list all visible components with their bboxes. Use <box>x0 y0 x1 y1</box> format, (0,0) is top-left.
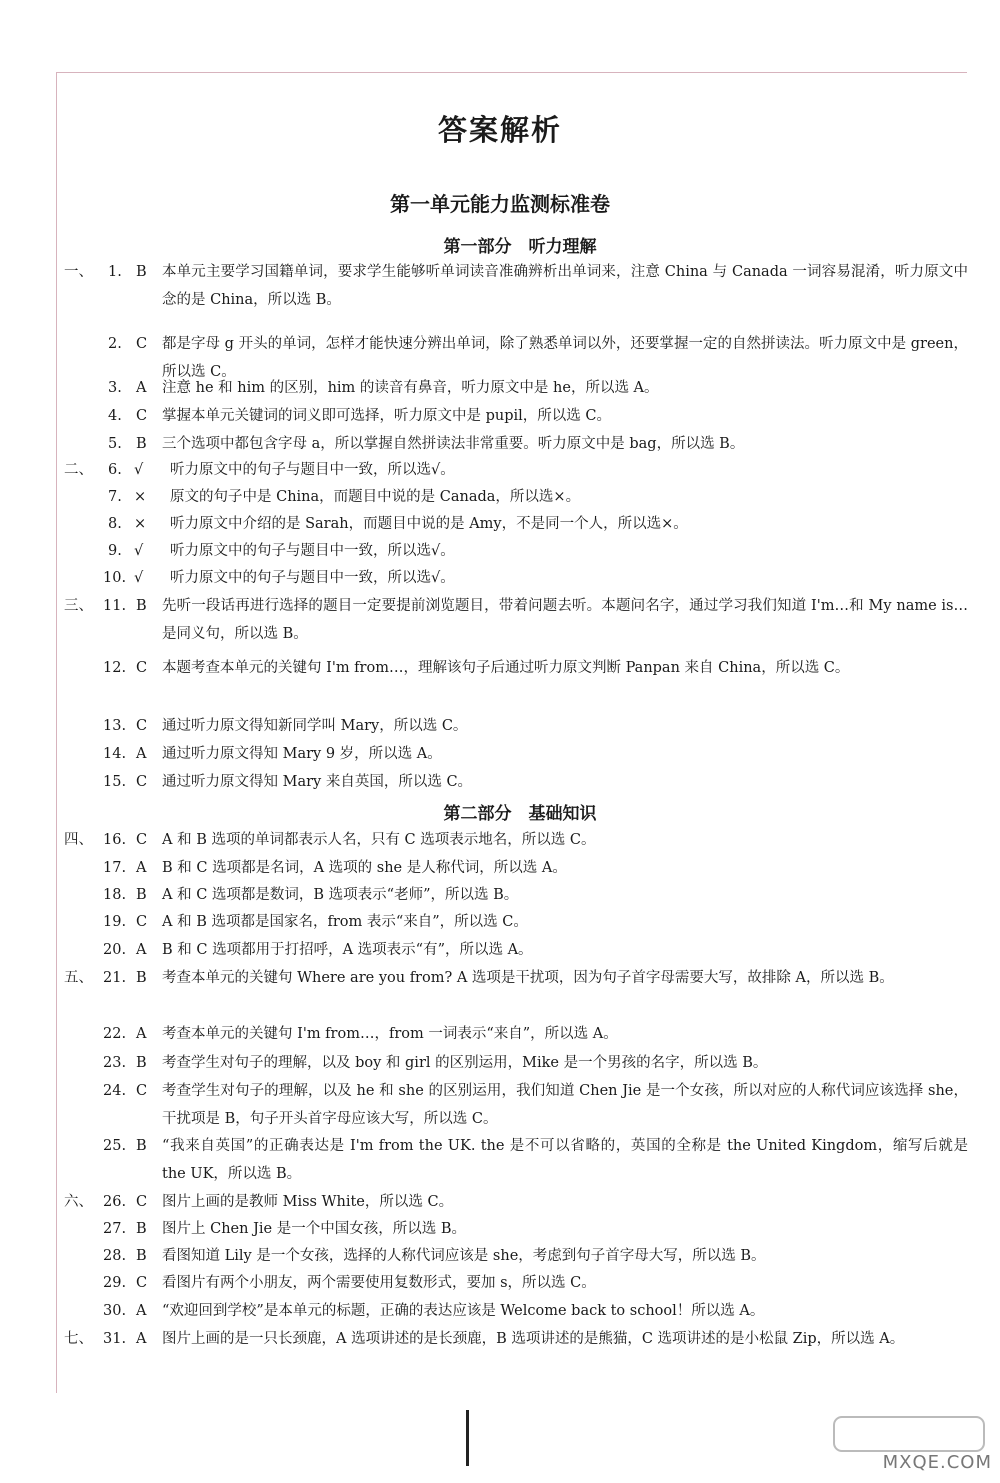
explanation-text: A 和 B 选项的单词都表示人名，只有 C 选项表示地名，所以选 C。 <box>162 832 596 848</box>
answer-choice: B <box>136 264 147 280</box>
explanation-text: 听力原文中的句子与题目中一致，所以选√。 <box>170 462 455 478</box>
section-title-basics: 第二部分 基础知识 <box>443 804 597 824</box>
question-number: 1. <box>108 264 122 280</box>
explanation-text: 考查学生对句子的理解，以及 boy 和 girl 的区别运用，Mike 是一个男孩的名字，所以选 B。 <box>162 1055 768 1071</box>
explanation-text: 听力原文中介绍的是 Sarah，而题目中说的是 Amy，不是同一个人，所以选×。 <box>170 516 688 532</box>
page-subtitle: 第一单元能力监测标准卷 <box>390 192 610 216</box>
answer-choice: C <box>136 660 148 676</box>
answer-row <box>0 1188 1000 1216</box>
explanation-text: 听力原文中的句子与题目中一致，所以选√。 <box>170 570 455 586</box>
question-number: 10. <box>103 570 127 586</box>
question-number: 2. <box>108 336 122 352</box>
page-title: 答案解析 <box>437 113 562 147</box>
answer-row <box>0 1215 1000 1243</box>
answer-row <box>0 564 1000 592</box>
explanation-text: 看图知道 Lily 是一个女孩，选择的人称代词应该是 she，考虑到句子首字母大写，所以选 B。 <box>162 1248 766 1264</box>
answer-choice: B <box>136 1248 147 1264</box>
question-number: 31. <box>103 1331 127 1347</box>
question-number: 19. <box>103 914 127 930</box>
answer-row <box>0 483 1000 511</box>
question-number: 14. <box>103 746 127 762</box>
question-number: 12. <box>103 660 127 676</box>
question-number: 20. <box>103 942 127 958</box>
answer-choice: C <box>136 832 148 848</box>
answer-row <box>0 374 1000 402</box>
question-number: 6. <box>108 462 122 478</box>
explanation-text: 听力原文中的句子与题目中一致，所以选√。 <box>170 543 455 559</box>
answer-row <box>0 964 1000 1020</box>
answer-row <box>0 712 1000 740</box>
question-number: 4. <box>108 408 122 424</box>
answer-choice: √ <box>134 462 144 478</box>
question-group-label: 五、 <box>64 970 93 986</box>
answer-choice: B <box>136 970 147 986</box>
answer-row <box>0 1020 1000 1048</box>
answer-row <box>0 1049 1000 1077</box>
answer-choice: A <box>136 942 147 958</box>
question-number: 30. <box>103 1303 127 1319</box>
question-number: 15. <box>103 774 127 790</box>
question-number: 26. <box>103 1194 127 1210</box>
explanation-text: 通过听力原文得知 Mary 来自英国，所以选 C。 <box>162 774 473 790</box>
question-group-label: 七、 <box>64 1331 93 1347</box>
question-number: 22. <box>103 1026 127 1042</box>
answer-choice: A <box>136 1303 147 1319</box>
answer-choice: A <box>136 380 147 396</box>
explanation-text: 考查学生对句子的理解，以及 he 和 she 的区别运用，我们知道 Chen Jie 是一个女孩，所以对应的人称代词应该选择 she，干扰项是 B，句子开头首字母应该大写，所以选 C。 <box>162 1083 968 1127</box>
question-number: 5. <box>108 436 122 452</box>
answer-row <box>0 740 1000 768</box>
answer-row <box>0 936 1000 964</box>
question-number: 27. <box>103 1221 127 1237</box>
answer-choice: C <box>136 1194 148 1210</box>
question-group-label: 四、 <box>64 832 93 848</box>
answer-choice: C <box>136 914 148 930</box>
answer-choice: A <box>136 1331 147 1347</box>
answer-row <box>0 456 1000 484</box>
answer-choice: C <box>136 408 148 424</box>
question-number: 25. <box>103 1138 127 1154</box>
question-group-label: 六、 <box>64 1194 93 1210</box>
question-group-label: 二、 <box>64 462 93 478</box>
answer-row <box>0 1077 1000 1133</box>
answer-choice: C <box>136 1275 148 1291</box>
explanation-text: 掌握本单元关键词的词义即可选择，听力原文中是 pupil，所以选 C。 <box>162 408 611 424</box>
question-number: 13. <box>103 718 127 734</box>
answer-row <box>0 881 1000 909</box>
explanation-text: 都是字母 g 开头的单词，怎样才能快速分辨出单词，除了熟悉单词以外，还要掌握一定的自然拼读法。听力原文中是 green，所以选 C。 <box>162 336 968 380</box>
question-number: 23. <box>103 1055 127 1071</box>
answer-choice: B <box>136 598 147 614</box>
explanation-text: 通过听力原文得知 Mary 9 岁，所以选 A。 <box>162 746 442 762</box>
answer-choice: C <box>136 774 148 790</box>
answer-row <box>0 430 1000 458</box>
answer-choice: √ <box>134 570 144 586</box>
question-number: 28. <box>103 1248 127 1264</box>
answer-choice: B <box>136 1055 147 1071</box>
answer-row <box>0 854 1000 882</box>
watermark-text: MXQE.COM <box>882 1452 992 1473</box>
answer-row <box>0 768 1000 796</box>
explanation-text: “我来自英国”的正确表达是 I'm from the UK. the 是不可以省略的，英国的全称是 the United Kingdom，缩写后就是 the UK，所以选 B。 <box>162 1138 968 1182</box>
answer-choice: C <box>136 718 148 734</box>
question-number: 17. <box>103 860 127 876</box>
answer-choice: C <box>136 1083 148 1099</box>
answer-choice: × <box>134 516 147 532</box>
answer-row <box>0 1325 1000 1381</box>
explanation-text: 看图片有两个小朋友，两个需要使用复数形式，要加 s，所以选 C。 <box>162 1275 596 1291</box>
explanation-text: 三个选项中都包含字母 a，所以掌握自然拼读法非常重要。听力原文中是 bag，所以选 B。 <box>162 436 745 452</box>
question-number: 24. <box>103 1083 127 1099</box>
explanation-text: 先听一段话再进行选择的题目一定要提前浏览题目，带着问题去听。本题问名字，通过学习我们知道 I'm…和 My name is…是同义句，所以选 B。 <box>162 598 968 642</box>
answer-choice: B <box>136 1138 147 1154</box>
explanation-text: “欢迎回到学校”是本单元的标题，正确的表达应该是 Welcome back to school！所以选 A。 <box>162 1303 765 1319</box>
question-number: 21. <box>103 970 127 986</box>
explanation-text: A 和 C 选项都是数词，B 选项表示“老师”，所以选 B。 <box>162 887 519 903</box>
explanation-text: 图片上画的是教师 Miss White，所以选 C。 <box>162 1194 454 1210</box>
binding-mark <box>466 1410 469 1466</box>
explanation-text: B 和 C 选项都用于打招呼，A 选项表示“有”，所以选 A。 <box>162 942 533 958</box>
answer-row <box>0 654 1000 710</box>
explanation-text: 图片上画的是一只长颈鹿，A 选项讲述的是长颈鹿，B 选项讲述的是熊猫，C 选项讲述的是小松鼠 Zip，所以选 A。 <box>162 1331 905 1347</box>
answer-row <box>0 537 1000 565</box>
answer-choice: A <box>136 1026 147 1042</box>
answer-row <box>0 826 1000 854</box>
answer-choice: √ <box>134 543 144 559</box>
explanation-text: 考查本单元的关键句 Where are you from? A 选项是干扰项，因为句子首字母需要大写，故排除 A，所以选 B。 <box>162 970 894 986</box>
question-number: 3. <box>108 380 122 396</box>
explanation-text: B 和 C 选项都是名词，A 选项的 she 是人称代词，所以选 A。 <box>162 860 567 876</box>
answer-choice: B <box>136 887 147 903</box>
answer-choice: A <box>136 746 147 762</box>
section-title-listening: 第一部分 听力理解 <box>443 237 597 257</box>
question-number: 11. <box>103 598 127 614</box>
answer-row <box>0 1297 1000 1325</box>
answer-row <box>0 258 1000 314</box>
question-number: 9. <box>108 543 122 559</box>
explanation-text: A 和 B 选项都是国家名，from 表示“来自”，所以选 C。 <box>162 914 528 930</box>
explanation-text: 图片上 Chen Jie 是一个中国女孩，所以选 B。 <box>162 1221 466 1237</box>
answer-choice: A <box>136 860 147 876</box>
question-number: 8. <box>108 516 122 532</box>
answer-row <box>0 592 1000 648</box>
explanation-text: 原文的句子中是 China，而题目中说的是 Canada，所以选×。 <box>170 489 581 505</box>
explanation-text: 考查本单元的关键句 I'm from…，from 一词表示“来自”，所以选 A。 <box>162 1026 618 1042</box>
answer-row <box>0 1242 1000 1270</box>
answer-row <box>0 402 1000 430</box>
question-number: 29. <box>103 1275 127 1291</box>
answer-row <box>0 908 1000 936</box>
answer-choice: B <box>136 1221 147 1237</box>
question-number: 7. <box>108 489 122 505</box>
answer-row <box>0 510 1000 538</box>
answer-choice: × <box>134 489 147 505</box>
question-number: 16. <box>103 832 127 848</box>
question-group-label: 一、 <box>64 264 93 280</box>
answer-choice: B <box>136 436 147 452</box>
question-number: 18. <box>103 887 127 903</box>
answer-row <box>0 1269 1000 1297</box>
answer-choice: C <box>136 336 148 352</box>
answer-row <box>0 1132 1000 1188</box>
explanation-text: 本题考查本单元的关键句 I'm from…，理解该句子后通过听力原文判断 Panpan 来自 China，所以选 C。 <box>162 660 850 676</box>
question-group-label: 三、 <box>64 598 93 614</box>
explanation-text: 通过听力原文得知新同学叫 Mary，所以选 C。 <box>162 718 468 734</box>
explanation-text: 本单元主要学习国籍单词，要求学生能够听单词读音准确辨析出单词来，注意 China 与 Canada 一词容易混淆，听力原文中念的是 China，所以选 B。 <box>162 264 968 308</box>
explanation-text: 注意 he 和 him 的区别，him 的读音有鼻音，听力原文中是 he，所以选 A。 <box>162 380 659 396</box>
